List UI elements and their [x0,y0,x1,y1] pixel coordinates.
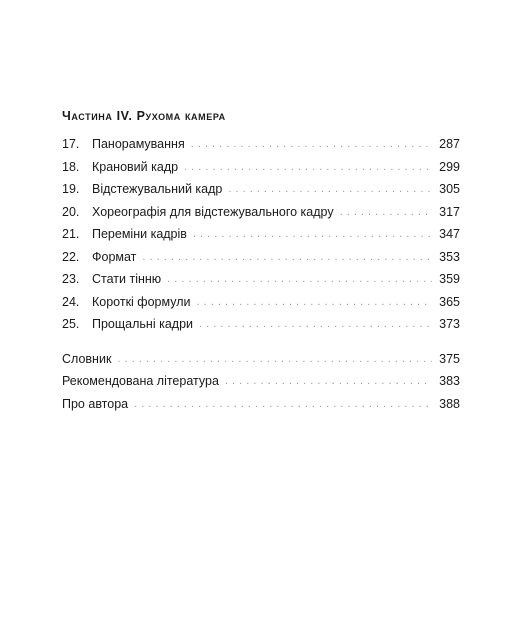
chapter-title: Прощальні кадри [92,317,194,331]
dot-leader [193,223,432,246]
chapter-number: 23. [62,272,80,286]
page-number: 373 [439,317,460,331]
chapter-number: 19. [62,182,80,196]
page-number: 375 [439,351,460,366]
page-number: 388 [439,396,460,411]
page-number: 383 [439,374,460,388]
toc-entry-18[interactable] [62,156,460,179]
chapter-number: 25. [62,317,80,331]
toc-entry-about-author[interactable] [62,393,460,416]
part-heading: Частина IV. Рухома камера [62,109,226,123]
toc-entry-glossary[interactable] [62,348,460,371]
page-number: 287 [439,137,460,151]
page-number: 299 [439,159,460,174]
chapter-number: 21. [62,227,80,241]
dot-leader [117,348,432,371]
dot-leader [196,291,432,314]
chapter-title: Стати тінню [92,272,162,286]
toc-entry-recommended-reading[interactable] [62,370,460,393]
chapter-list [62,133,460,336]
dot-leader [228,178,432,201]
toc-entry-20[interactable] [62,201,460,224]
backmatter-title: Рекомендована література [62,374,219,388]
dot-leader [142,246,432,269]
chapter-number: 18. [62,159,80,174]
dot-leader [199,313,432,336]
toc-entry-25[interactable] [62,313,460,336]
toc-entry-19[interactable] [62,178,460,201]
chapter-title: Короткі формули [92,294,191,309]
backmatter-title: Словник [62,351,112,366]
page-number: 365 [439,294,460,309]
table-of-contents [62,108,460,415]
dot-leader [225,370,432,393]
toc-entry-21[interactable] [62,223,460,246]
dot-leader [340,201,432,224]
chapter-title: Крановий кадр [92,159,179,174]
chapter-title: Хореографія для відстежувального кадру [92,204,334,219]
chapter-number: 24. [62,294,80,309]
page-number: 359 [439,272,460,286]
chapter-number: 17. [62,137,80,151]
chapter-title: Відстежувальний кадр [92,182,223,196]
dot-leader [184,156,432,179]
backmatter-title: Про автора [62,396,129,411]
dot-leader [167,268,432,291]
toc-entry-22[interactable] [62,246,460,269]
toc-entry-17[interactable] [62,133,460,156]
chapter-title: Формат [92,249,137,264]
chapter-title: Панорамування [92,137,185,151]
chapter-title: Переміни кадрів [92,227,187,241]
page-number: 347 [439,227,460,241]
toc-entry-23[interactable] [62,268,460,291]
chapter-number: 22. [62,249,80,264]
dot-leader [134,393,432,416]
toc-entry-24[interactable] [62,291,460,314]
chapter-number: 20. [62,204,80,219]
page-number: 305 [439,182,460,196]
backmatter-list [62,348,460,416]
section-spacer [62,336,460,348]
dot-leader [191,133,432,156]
page-number: 317 [439,204,460,219]
page-number: 353 [439,249,460,264]
